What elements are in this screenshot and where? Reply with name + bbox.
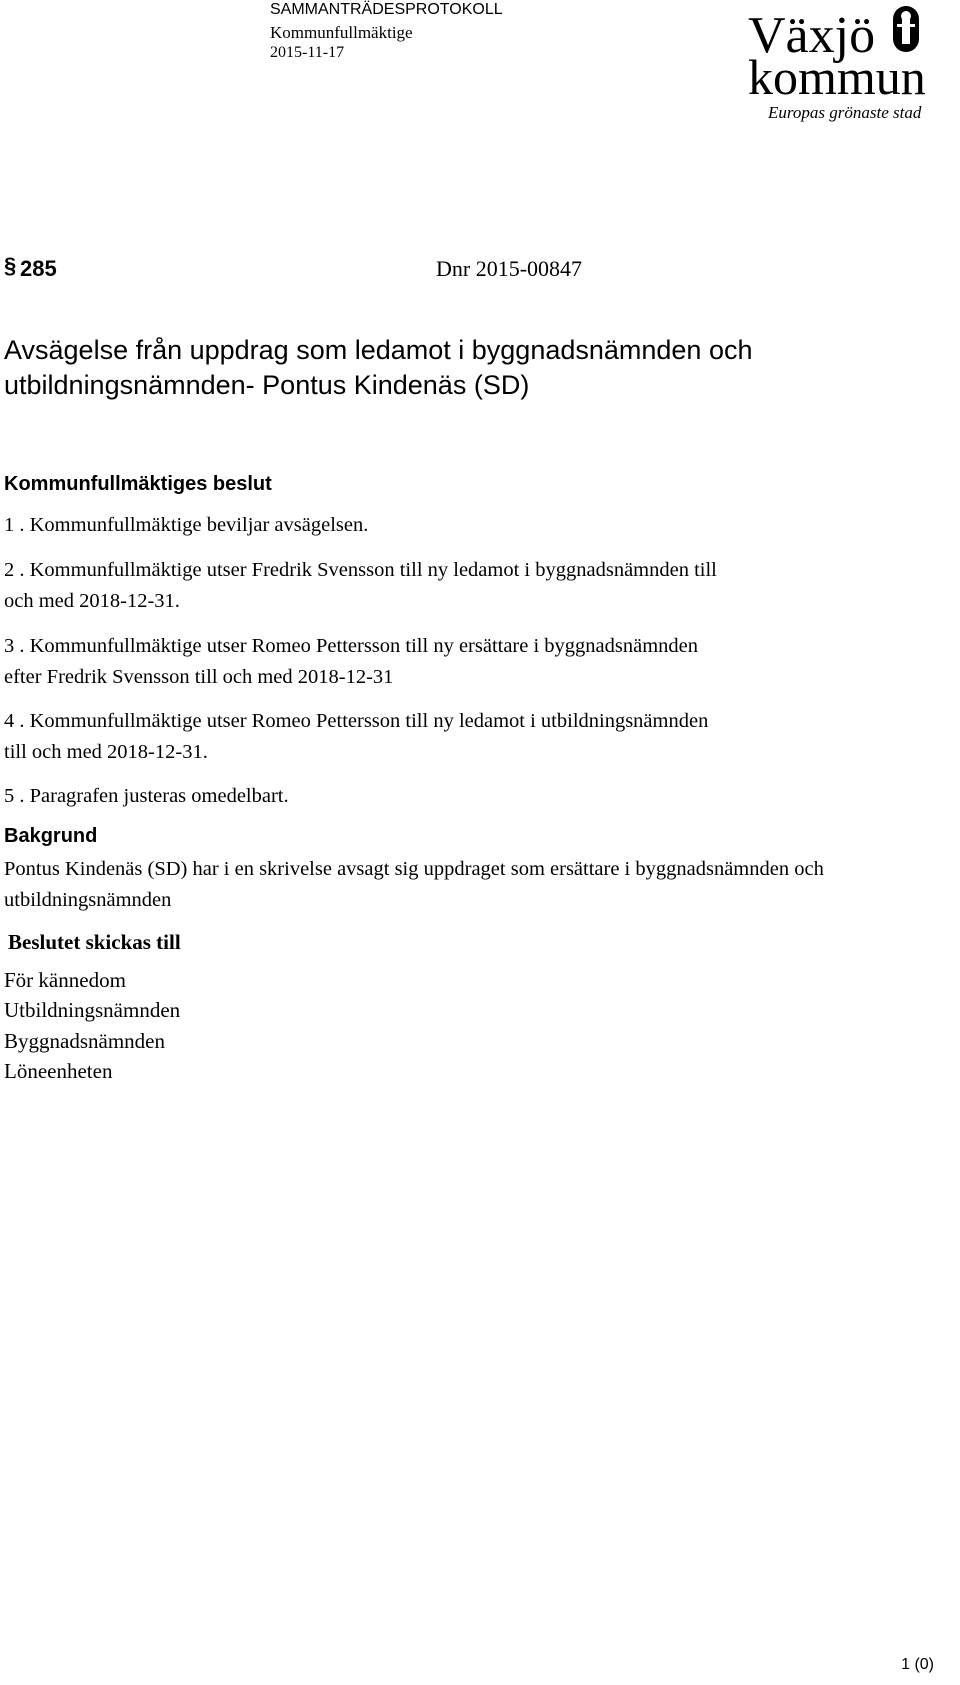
- logo-name-line1: Växjö: [748, 7, 876, 64]
- page-number: 1 (0): [901, 1656, 934, 1673]
- decision-item-1: 1 . Kommunfullmäktige beviljar avsägelsen.: [4, 514, 369, 536]
- background-heading: Bakgrund: [4, 825, 98, 847]
- distribution-line: För kännedom: [4, 968, 126, 992]
- decision-item-2: 2 . Kommunfullmäktige utser Fredrik Svensson till ny ledamot i byggnadsnämnden till och med 2018-12-31.: [4, 559, 717, 612]
- distribution-line: Utbildningsnämnden: [4, 998, 181, 1022]
- background-text: Pontus Kindenäs (SD) har i en skrivelse avsagt sig uppdraget som ersättare i byggnadsnämnden och utbildningsnämnden: [4, 858, 824, 911]
- logo-name-line2: kommun: [748, 49, 926, 105]
- paragraph-sign: §: [4, 253, 17, 278]
- decision-item-3: 3 . Kommunfullmäktige utser Romeo Pettersson till ny ersättare i byggnadsnämnden efter Fredrik Svensson till och med 2018-12-31: [4, 635, 699, 688]
- distribution-heading: Beslutet skickas till: [8, 930, 181, 954]
- logo-tagline: Europas grönaste stad: [768, 103, 922, 122]
- meeting-organ: Kommunfullmäktige: [270, 23, 413, 42]
- decision-heading: Kommunfullmäktiges beslut: [4, 473, 272, 495]
- case-title: Avsägelse från uppdrag som ledamot i byggnadsnämnden och utbildningsnämnden- Pontus Kindenäs (SD): [4, 335, 753, 400]
- seal-icon: [893, 6, 919, 52]
- diary-number: Dnr 2015-00847: [436, 256, 583, 281]
- decision-item-4: 4 . Kommunfullmäktige utser Romeo Pettersson till ny ledamot i utbildningsnämnden till och med 2018-12-31.: [4, 710, 709, 763]
- document-type: SAMMANTRÄDESPROTOKOLL: [270, 1, 503, 18]
- decision-item-5: 5 . Paragrafen justeras omedelbart.: [4, 785, 289, 807]
- meeting-date: 2015-11-17: [270, 44, 345, 61]
- paragraph-number: 285: [20, 256, 57, 281]
- distribution-line: Byggnadsnämnden: [4, 1029, 165, 1053]
- vaxjo-kommun-logo: [748, 2, 960, 128]
- distribution-line: Löneenheten: [4, 1059, 113, 1083]
